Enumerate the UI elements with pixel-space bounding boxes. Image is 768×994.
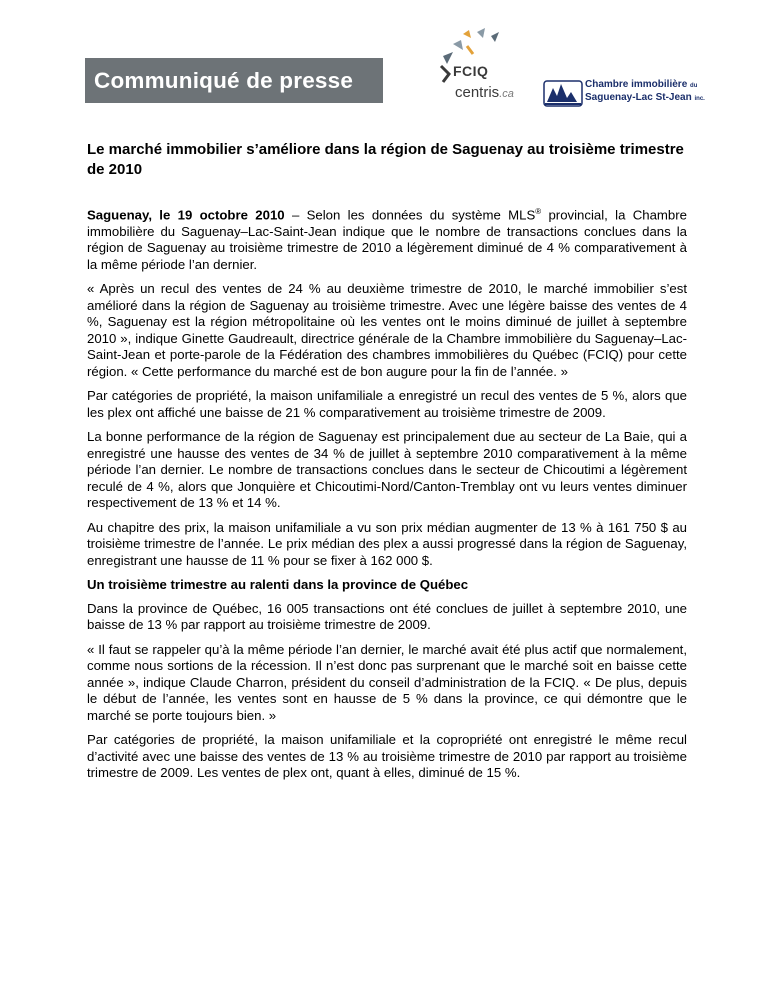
section-subheading: Un troisième trimestre au ralenti dans la province de Québec: [87, 577, 469, 593]
paragraph-quote-gaudreault: « Après un recul des ventes de 24 % au deuxième trimestre de 2010, le marché immobilier s’est amélioré dans la région de Saguenay au troisième trimestre. Avec une légère baisse des ventes de 4 %, Saguenay est la région métropolitaine où les ventes ont le moins diminué de juillet à septembre 2010 », indique Ginette Gaudreault, directrice générale de la Chambre immobilière du Saguenay–Lac-Saint-Jean et porte-parole de la Fédération des chambres immobilières du Québec (FCIQ) pour cette région. « Cette performance du marché est de bon augure pour la fin de l’année. »: [87, 281, 687, 379]
chambre-logo-line1: [585, 79, 697, 90]
paragraph-province-categories: Par catégories de propriété, la maison unifamiliale et la copropriété ont enregistré le même recul d’activité avec une baisse des ventes de 13 % au troisième trimestre de 2010 par rapport au troisième trimestre de 2009. Les ventes de plex ont, quant à elles, diminué de 15 %.: [87, 732, 687, 781]
registered-mark: ®: [535, 207, 542, 216]
press-release-banner: Communiqué de presse: [85, 58, 383, 103]
centris-name: centris: [455, 84, 500, 101]
intro-text-b: provincial, la Chambre immobilière du Saguenay–Lac-Saint-Jean indique que le nombre de transactions conclues dans la région de Saguenay au troisième trimestre de 2010 a légèrement diminué de 4 % comparativement à la même période l’an dernier.: [87, 207, 687, 272]
paragraph-intro: [87, 204, 687, 273]
article-title: Le marché immobilier s’améliore dans la région de Saguenay au troisième trimestre de 2010: [87, 141, 684, 178]
chambre-line2-text: Saguenay-Lac St-Jean: [585, 92, 692, 103]
chambre-logo-line2: [585, 92, 705, 103]
centris-logo: [455, 84, 514, 101]
dateline: Saguenay, le 19 octobre 2010: [87, 207, 285, 223]
chambre-line2-suffix: inc.: [694, 96, 705, 102]
intro-text-a: – Selon les données du système MLS: [284, 207, 536, 223]
centris-tld: .ca: [499, 88, 514, 100]
article-body: [87, 140, 687, 790]
paragraph-la-baie: La bonne performance de la région de Saguenay est principalement due au secteur de La Baie, qui a enregistré une hausse des ventes de 34 % de juillet à septembre 2010 comparativement à la même période l’an dernier. Le nombre de transactions conclues dans le secteur de Chicoutimi a légèrement reculé de 4 %, alors que Jonquière et Chicoutimi-Nord/Canton-Tremblay ont vu leurs ventes diminuer respectivement de 13 % et 14 %.: [87, 429, 687, 511]
chambre-line1-suffix: du: [690, 83, 698, 89]
paragraph-prices: Au chapitre des prix, la maison unifamiliale a vu son prix médian augmenter de 13 % à 161 750 $ au troisième trimestre de l’année. Le prix médian des plex a aussi progressé dans la région de Saguenay, enregistrant une hausse de 11 % pour se fixer à 162 000 $.: [87, 519, 687, 568]
paragraph-property-categories: Par catégories de propriété, la maison unifamiliale a enregistré un recul des ventes de 5 %, alors que les plex ont affiché une baisse de 21 % comparativement au troisième trimestre de 2009.: [87, 388, 687, 420]
paragraph-province: Dans la province de Québec, 16 005 transactions ont été conclues de juillet à septembre 2010, une baisse de 13 % par rapport au troisième trimestre de 2009.: [87, 600, 687, 633]
fciq-logo-text: FCIQ: [453, 63, 489, 79]
chambre-line1-text: Chambre immobilière: [585, 79, 688, 90]
paragraph-quote-charron: « Il faut se rappeler qu’à la même période l’an dernier, le marché avait été plus actif que normalement, comme nous sortions de la récession. Il n’est donc pas surprenant que le marché soit en baisse cette année », indique Claude Charron, président du conseil d’administration de la FCIQ. « De plus, depuis le début de l’année, les ventes sont en hausse de 5 % dans la province, ce qui démontre que le marché se porte toujours bien. »: [87, 641, 687, 723]
